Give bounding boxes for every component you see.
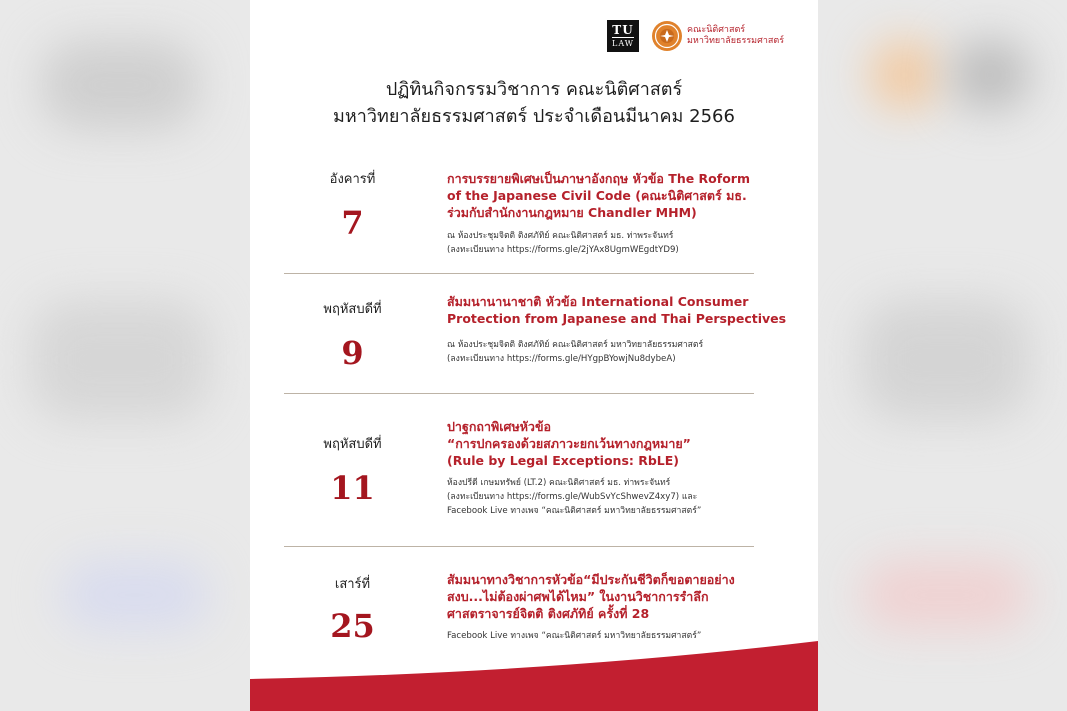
event-day: อังคารที่ — [329, 172, 376, 187]
event-topic-line: of the Japanese Civil Code (คณะนิติศาสตร์ มธ. — [447, 188, 747, 203]
event-date: 11 — [330, 469, 375, 507]
event-day: พฤหัสบดีที่ — [323, 437, 382, 452]
event-date: 7 — [341, 204, 364, 242]
event-topic — [447, 418, 787, 469]
event-detail-line: Facebook Live ทางเพจ “คณะนิติศาสตร์ มหาวิทยาลัยธรรมศาสตร์” — [447, 506, 702, 516]
activity-calendar-poster — [250, 0, 818, 711]
event-detail-line: Facebook Live ทางเพจ “คณะนิติศาสตร์ มหาวิทยาลัยธรรมศาสตร์” — [447, 631, 702, 641]
event-topic — [447, 293, 787, 327]
event-detail-line: (ลงทะเบียนทาง https://forms.gle/HYgpBYowjNu8dybeA) — [447, 354, 676, 364]
event-day: พฤหัสบดีที่ — [323, 302, 382, 317]
faculty-name-line2: มหาวิทยาลัยธรรมศาสตร์ — [687, 36, 785, 46]
section-divider — [284, 546, 754, 547]
title-line2: มหาวิทยาลัยธรรมศาสตร์ ประจำเดือนมีนาคม 2566 — [333, 106, 735, 127]
event-topic-line: ศาสตราจารย์จิตติ ติงศภัทิย์ ครั้งที่ 28 — [447, 606, 650, 621]
event-topic-line: ปาฐกถาพิเศษหัวข้อ — [447, 419, 552, 434]
page-title — [250, 76, 818, 130]
event-detail-line: ณ ห้องประชุมจิตติ ติงศภัทิย์ คณะนิติศาสตร์ มหาวิทยาลัยธรรมศาสตร์ — [447, 340, 704, 350]
event-topic-line: ร่วมกับสำนักงานกฎหมาย Chandler MHM) — [447, 205, 697, 220]
event-detail-line: (ลงทะเบียนทาง https://forms.gle/2jYAx8UgmWEgdtYD9) — [447, 245, 679, 255]
event-day: เสาร์ที่ — [334, 577, 371, 592]
title-line1: ปฏิทินกิจกรรมวิชาการ คณะนิติศาสตร์ — [385, 79, 683, 100]
event-topic-line: สัมมนาทางวิชาการหัวข้อ“มีประกันชีวิตก็ขอตายอย่าง — [447, 572, 735, 587]
event-topic-line: (Rule by Legal Exceptions: RbLE) — [447, 453, 680, 468]
bottom-wave-decoration — [250, 641, 818, 711]
section-divider — [284, 393, 754, 394]
tu-logo-top: TU — [612, 23, 634, 37]
event-topic-line: การบรรยายพิเศษเป็นภาษาอังกฤษ หัวข้อ The Roform — [447, 171, 750, 186]
event-detail-line: ณ ห้องประชุมจิตติ ติงศภัทิย์ คณะนิติศาสตร์ มธ. ท่าพระจันทร์ — [447, 231, 674, 241]
event-topic-line: Protection from Japanese and Thai Perspectives — [447, 311, 787, 326]
header-logos — [607, 20, 784, 52]
tu-logo-bottom: LAW — [612, 39, 634, 48]
event-detail-line: (ลงทะเบียนทาง https://forms.gle/WubSvYcShwevZ4xy7) และ — [447, 492, 698, 502]
faculty-name — [687, 25, 784, 47]
section-divider — [284, 273, 754, 274]
faculty-seal-icon — [651, 20, 683, 52]
event-detail-line: ห้องปรีดี เกษมทรัพย์ (LT.2) คณะนิติศาสตร์ มธ. ท่าพระจันทร์ — [447, 478, 671, 488]
event-details — [447, 229, 787, 257]
event-topic — [447, 571, 787, 622]
event-topic-line: สัมมนานานาชาติ หัวข้อ International Consumer — [447, 294, 749, 309]
event-topic-line: “การปกครองด้วยสภาวะยกเว้นทางกฎหมาย” — [447, 436, 691, 451]
tu-law-logo — [607, 20, 639, 52]
faculty-name-line1: คณะนิติศาสตร์ — [687, 25, 746, 35]
event-topic-line: สงบ...ไม่ต้องผ่าศพได้ไหม” ในงานวิชาการรำลึก — [447, 589, 709, 604]
event-date: 9 — [341, 334, 364, 372]
event-topic — [447, 170, 787, 221]
event-details — [447, 338, 787, 366]
event-date: 25 — [330, 607, 375, 645]
event-details — [447, 476, 787, 518]
